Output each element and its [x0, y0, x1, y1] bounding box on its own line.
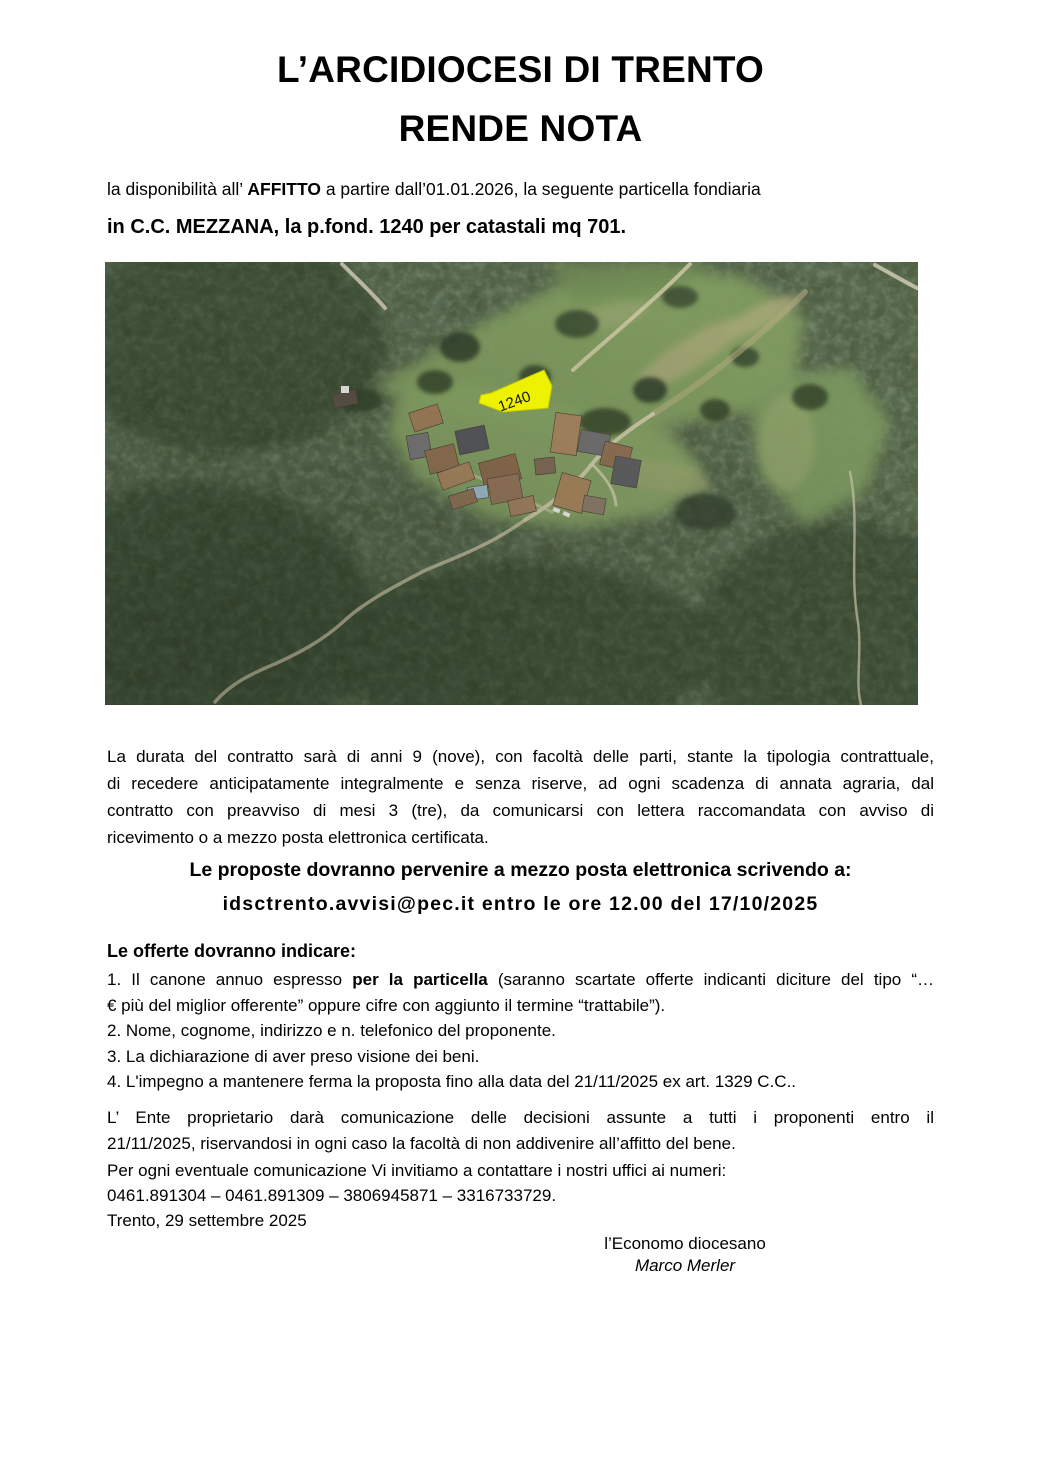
decision-paragraph — [107, 1105, 934, 1157]
offer-item-3: 3. La dichiarazione di aver preso visione dei beni. — [107, 1046, 480, 1066]
date-line: Trento, 29 settembre 2025 — [107, 1210, 307, 1230]
offer-item-2: 2. Nome, cognome, indirizzo e n. telefonico del proponente. — [107, 1021, 556, 1040]
signature-name: Marco Merler — [634, 1255, 736, 1275]
signature-role: l’Economo diocesano — [604, 1233, 766, 1253]
signature-block — [540, 1233, 830, 1277]
contact-paragraph — [107, 1158, 934, 1208]
offer-item-4: 4. L'impegno a mantenere ferma la proposta fino alla data del 21/11/2025 ex art. 1329 C.C.. — [107, 1072, 797, 1091]
item1-text-bold: per la particella — [352, 970, 488, 989]
item1-text-pre: 1. Il canone annuo espresso — [107, 970, 353, 989]
intro-text-affitto: AFFITTO — [247, 179, 321, 199]
proposals-line-2: idsctrento.avvisi@pec.it entro le ore 12.00 del 17/10/2025 — [222, 893, 819, 915]
item1-text-post: (saranno scartate offerte indicanti diciture del tipo “… — [487, 970, 934, 989]
photo-vignette — [105, 262, 918, 705]
offer-item-1-line-1 — [107, 967, 934, 993]
duration-line-2: di recedere anticipatamente integralmente e senza riserve, ad ogni scadenza di annata agraria, dal — [107, 774, 934, 793]
offer-item-1-line-2: € più del miglior offerente” oppure cifre con aggiunto il termine “trattabile”). — [107, 995, 666, 1015]
parcel-label: 1240 — [495, 388, 534, 416]
page-subtitle: RENDE NOTA — [398, 108, 643, 149]
duration-line-3: contratto con preavviso di mesi 3 (tre), da comunicarsi con lettera raccomandata con avviso di — [107, 801, 934, 820]
cadastral-line: in C.C. MEZZANA, la p.fond. 1240 per catastali mq 701. — [107, 216, 627, 238]
duration-line-1: La durata del contratto sarà di anni 9 (nove), con facoltà delle parti, stante la tipologia contrattuale, — [107, 747, 934, 766]
aerial-photo-svg — [105, 262, 918, 705]
intro-line — [107, 179, 934, 200]
decision-line-2: 21/11/2025, riservandosi in ogni caso la facoltà di non addivenire all’affitto del bene. — [107, 1133, 736, 1153]
intro-text-pre: la disponibilità all’ — [107, 179, 248, 199]
intro-text-post: a partire dall’01.01.2026, la seguente particella fondiaria — [320, 179, 761, 199]
page-title: L’ARCIDIOCESI DI TRENTO — [276, 49, 764, 90]
duration-paragraph — [107, 743, 934, 851]
proposals-line-1: Le proposte dovranno pervenire a mezzo posta elettronica scrivendo a: — [189, 859, 852, 881]
decision-line-1: L’ Ente proprietario darà comunicazione delle decisioni assunte a tutti i proponenti entro il — [107, 1107, 934, 1127]
aerial-photo — [105, 262, 918, 705]
offers-heading: Le offerte dovranno indicare: — [107, 941, 357, 961]
duration-line-4: ricevimento o a mezzo posta elettronica certificata. — [107, 828, 489, 847]
contact-line-2: 0461.891304 – 0461.891309 – 3806945871 – 3316733729. — [107, 1185, 557, 1205]
offer-item-1 — [107, 967, 934, 1018]
contact-line-1: Per ogni eventuale comunicazione Vi invitiamo a contattare i nostri uffici ai numeri: — [107, 1160, 727, 1180]
